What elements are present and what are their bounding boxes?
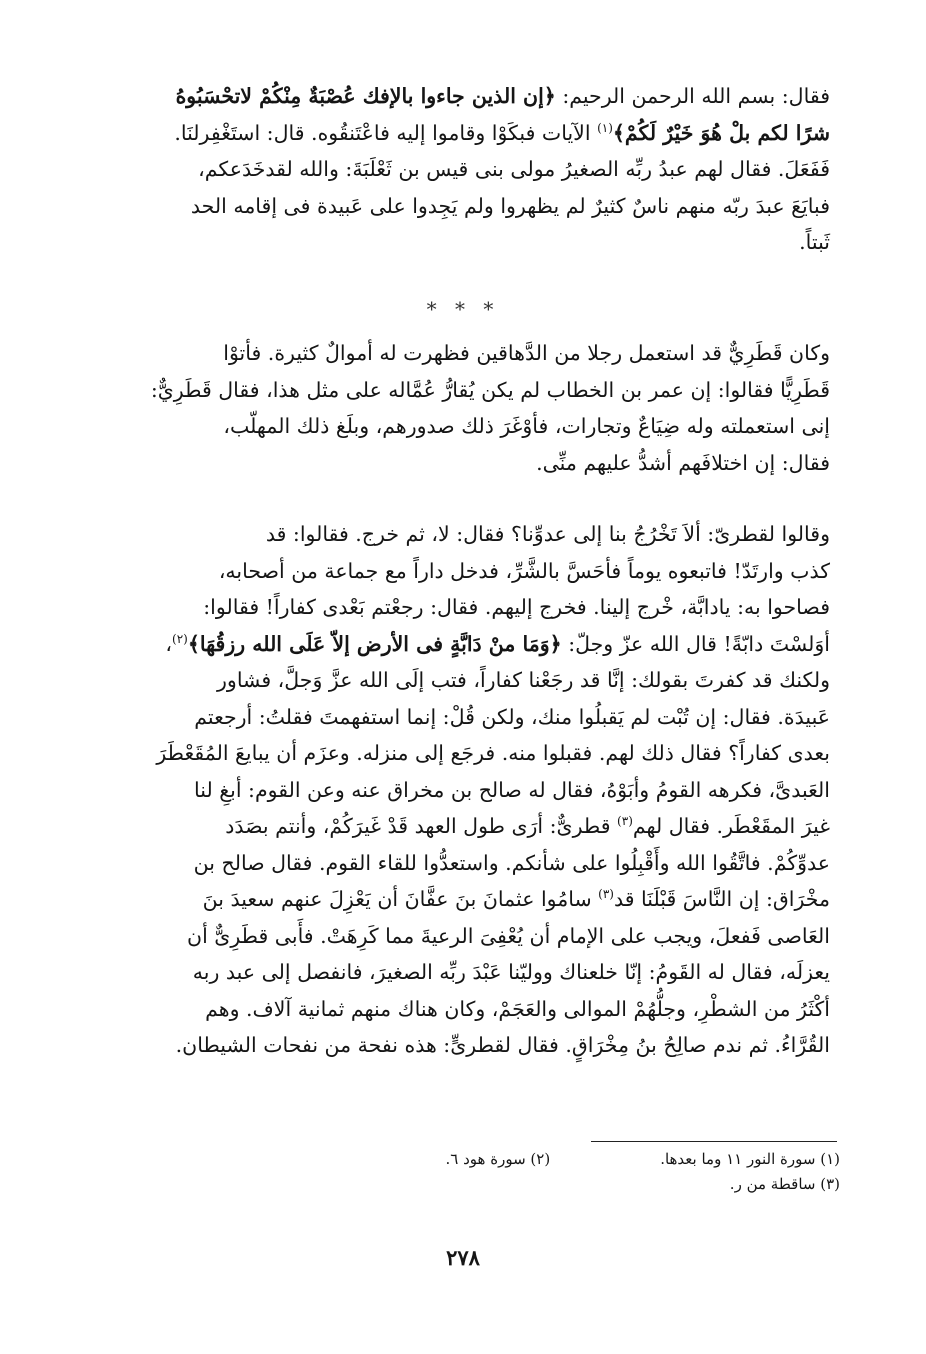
text-line (95, 408, 830, 445)
paragraph-lines (95, 516, 830, 1064)
footnote-3: (٣) ساقطة من ر. (729, 1175, 840, 1193)
footnote-row (100, 1147, 840, 1172)
page-number: ٢٧٨ (446, 1245, 480, 1270)
text-line (95, 954, 830, 991)
text-run: العَاصى فَفعلَ، ويجب على الإمام أن يُعْفِىَ الرعيةَ مما كَرِهَتْ. فأَبى قطَرِىٌّ أن (187, 923, 830, 948)
footnote-marker: (٣) (598, 887, 614, 902)
text-line (95, 881, 830, 918)
quran-quote: ﴿إن الذين جاءوا بالإفك عُصْبَةٌ مِنْكُمْ لاتحْسَبُوهُ (175, 84, 556, 108)
text-run: فصاحوا به: يادابَّة، خْرج إلينا. فخرج إليهم. فقال: رجعْتم بَعْدى كفاراً! فقالوا: (203, 595, 830, 619)
text-line (95, 845, 830, 882)
text-run: القُرَّاءُ. ثم ندم صالِحُ بنُ مِخْرَاقٍ. فقال لقطرىٍّ: هذه نفحة من نفحات الشيطان. (175, 1033, 830, 1057)
paragraph-qatari-khuruj (95, 516, 830, 1064)
text-line (95, 1027, 830, 1064)
text-run: وكان قَطَرِيٌّ قد استعمل رجلا من الدَّهاقين فظهرت له أموالٌ كثيرة. فأتوْا (223, 341, 830, 365)
text-line (95, 151, 830, 188)
text-run: عدوِّكُمْ. فاتَّقُوا الله وأَقْبِلُوا على شأنكم. واستعدُّوا للقاء القوم. فقال صالح بن (193, 850, 830, 875)
text-line (95, 699, 830, 736)
text-run: بعدى كفاراً؟ فقال ذلك لهم. فقبلوا منه. فرجَع إلى منزله. وعزَم أن يبايعَ المُقَعْطَرَ (156, 741, 830, 765)
text-line (95, 808, 830, 845)
footnote-row (100, 1172, 840, 1197)
text-run: فقال: إن اختلافَهم أشدُّ عليهم منِّى. (536, 450, 830, 475)
text-run: سامُوا عثمانَ بنَ عفَّانَ أن يَعْزِلَ عنهم سعيدَ بنَ (202, 887, 599, 911)
text-run: الآيات فبكَوْا وقاموا إليه فاعْتَنقُوه. قال: استَغْفِرلنَا. (174, 120, 598, 145)
text-run: العَبدىَّ، فكرهه القومُ وأبَوْهُ، فقال له صالح بن مخراق عنه وعن القوم: أبغِ لنا (194, 777, 830, 802)
text-run: يعزلَه، فقال له القَومُ: إنّا خلعناك ووليّنا عَبْدَ ربِّه الصغيرَ، فانفصل إلى عبد ربه (192, 960, 830, 984)
text-run: ، (165, 631, 173, 656)
footnote-marker: (١) (597, 120, 613, 135)
text-run: غيرَ المقَعْطَر. فقال لهم (632, 814, 830, 838)
text-line (95, 735, 830, 772)
text-line (95, 589, 830, 626)
footnote-1: (١) سورة النور ١١ وما بعدها. (660, 1150, 840, 1168)
text-run: كذب وارتَدّ! فاتبعوه يوماً فأحَسَّ بالشَّرِّ، فدخل داراً مع جماعة من أصحابه، (218, 558, 830, 583)
paragraph-lines (95, 78, 830, 261)
text-run: فقال: بسم الله الرحمن الرحيم: (555, 84, 830, 108)
text-line (95, 78, 830, 115)
text-run: قَطَرِيًّا فقالوا: إن عمر بن الخطاب لم يكن يُقارُّ عُمَّاله على مثل هذا، فقال قَطَرِيٌّ: (150, 377, 830, 402)
quran-quote: ﴿وَمَا منْ دَابَّةٍ فى الأرض إلاّ عَلَى الله رزقُهَا﴾ (187, 631, 562, 656)
text-run: فَفَعَلَ. فقال لهم عبدُ ربِّه الصغيرُ مولى بنى قيس بن ثَعْلَبَةَ: والله لقدخَدَعكم، (198, 157, 830, 181)
text-run: أكْثَرُ من الشطْرِ، وجلُّهُمْ الموالى والعَجَمْ، وكان هناك منهم ثمانية آلاف. وهم (205, 996, 830, 1021)
paragraph-story-of-abd-rabbih (95, 78, 830, 261)
footnote-divider (591, 1141, 837, 1142)
text-run: قطرىٌّ: أرَى طول العهد قَدْ غَيرَكُمْ، وأنتم بصَدَد (225, 814, 618, 838)
text-line (95, 115, 830, 152)
footnote-2: (٢) سورة هود ٦. (445, 1150, 551, 1168)
text-run: عَبيدَة. فقال: إن تُبْت لم يَقبلُوا منك، ولكن قُلْ: إنما استفهمتَ فقلتُ: أرجعتم (194, 704, 830, 729)
paragraph-qatari-dahaqin (95, 335, 830, 481)
text-run: ثَبتاً. (799, 230, 830, 254)
text-line (95, 991, 830, 1028)
text-run: أوَلسْتَ دابّةً! قال الله عزّ وجلّ: (561, 631, 830, 656)
text-run: فبايَعَ عبدَ ربّه منهم ناسٌ كثيرٌ لم يظهروا ولم يَجِدوا على عَبيدة فى إقامه الحد (190, 193, 830, 218)
text-line (95, 516, 830, 553)
text-run: ولكنك قد كفرتَ بقولك: إنَّا قد رجَعْنا كفاراً، فتب إلَى الله عزَّ وَجلَّ، فشاور (217, 668, 830, 692)
text-line (95, 772, 830, 809)
text-line (95, 445, 830, 482)
text-run: وقالوا لقطرىّ: ألاَ تَخْرُجُ بنا إلى عدوِّنا؟ فقال: لا، ثم خرج. فقالوا: قد (265, 522, 830, 546)
text-line (95, 626, 830, 663)
footnote-marker: (٣) (617, 814, 633, 829)
text-line (95, 553, 830, 590)
text-run: مخْرَاق: إن النَّاسَ قَبْلَنَا قد (613, 887, 830, 911)
text-line (95, 224, 830, 261)
footnotes (100, 1147, 840, 1197)
text-run: إنى استعملته وله ضِيَاعٌ وتجارات، فأوْغَرَ ذلك صدورهم، وبلَغ ذلك المهلّب، (223, 414, 830, 438)
footnote-marker: (٢) (172, 631, 188, 646)
text-line (95, 918, 830, 955)
text-line (95, 372, 830, 409)
section-separator: * * * (426, 297, 500, 321)
quran-quote: شرًا لكم بلْ هُوَ خَيْرٌ لَكُمْ﴾ (612, 120, 830, 145)
text-line (95, 335, 830, 372)
text-line (95, 662, 830, 699)
paragraph-lines (95, 335, 830, 481)
text-line (95, 188, 830, 225)
